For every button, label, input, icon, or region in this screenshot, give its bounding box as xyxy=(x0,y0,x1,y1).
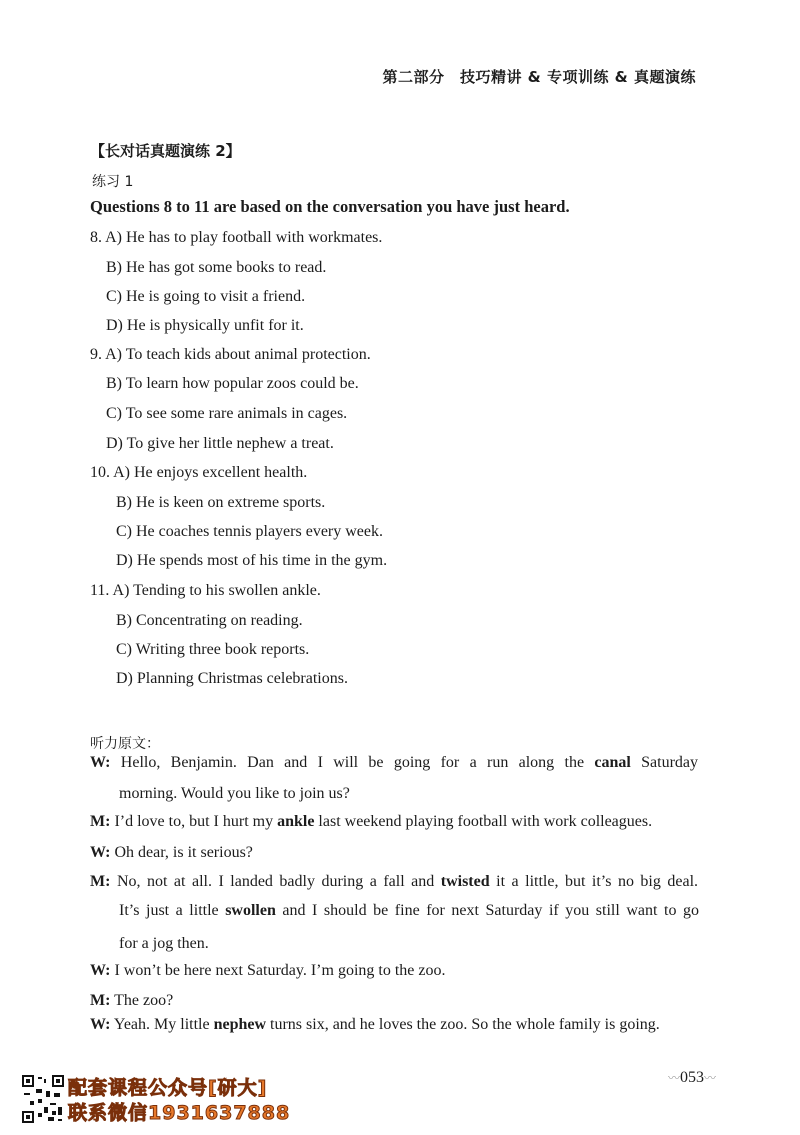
q10-option-a: 10. A) He enjoys excellent health. xyxy=(90,464,308,481)
swoosh-decoration: 〰 xyxy=(704,1071,717,1085)
keyword: canal xyxy=(594,754,631,771)
transcript-line: W: Oh dear, is it serious? xyxy=(90,844,253,861)
transcript-line: M: The zoo? xyxy=(90,992,174,1009)
transcript-line: morning. Would you like to join us? xyxy=(119,785,350,802)
q10-option-d: D) He spends most of his time in the gym. xyxy=(116,552,388,569)
q8-option-d: D) He is physically unfit for it. xyxy=(106,317,304,334)
footer-promo-line2: 联系微信1931637888 xyxy=(68,1102,291,1124)
speaker-label: W: xyxy=(90,754,111,771)
q8-option-a: 8. A) He has to play football with workmates. xyxy=(90,229,383,246)
speaker-label: M: xyxy=(90,813,111,830)
transcript-line: M: I’d love to, but I hurt my ankle last weekend playing football with work colleagues. xyxy=(90,813,653,830)
keyword: swollen xyxy=(225,902,276,919)
q10-option-b: B) He is keen on extreme sports. xyxy=(116,494,326,511)
page-header: 第二部分 技巧精讲 & 专项训练 & 真题演练 xyxy=(382,68,696,86)
section-title: 【长对话真题演练 2】 xyxy=(90,142,241,160)
footer-watermark xyxy=(22,1075,312,1125)
q9-option-c: C) To see some rare animals in cages. xyxy=(106,405,348,422)
q8-option-c: C) He is going to visit a friend. xyxy=(106,288,306,305)
keyword: twisted xyxy=(440,873,490,890)
transcript-line: It’s just a little swollen and I should be fine for next Saturday if you still want to go xyxy=(119,902,699,919)
q9-option-a: 9. A) To teach kids about animal protection. xyxy=(90,346,371,363)
speaker-label: W: xyxy=(90,962,111,979)
speaker-label: M: xyxy=(90,873,111,890)
keyword: ankle xyxy=(277,813,315,830)
exercise-label: 练习 1 xyxy=(92,174,134,190)
transcript-label: 听力原文： xyxy=(90,736,160,752)
speaker-label: W: xyxy=(90,844,111,861)
transcript-line: W: Yeah. My little nephew turns six, and he loves the zoo. So the whole family is going. xyxy=(90,1016,660,1033)
q10-option-c: C) He coaches tennis players every week. xyxy=(116,523,383,540)
transcript-line: W: Hello, Benjamin. Dan and I will be going for a run along the canal Saturday xyxy=(90,754,699,771)
transcript-line: for a jog then. xyxy=(119,935,209,952)
speaker-label: W: xyxy=(90,1016,111,1033)
q11-option-c: C) Writing three book reports. xyxy=(116,641,310,658)
speaker-label: M: xyxy=(90,992,111,1009)
page-number: 〰053〰 xyxy=(668,1069,717,1086)
keyword: nephew xyxy=(213,1016,267,1033)
swoosh-decoration: 〰 xyxy=(668,1071,681,1085)
q8-option-b: B) He has got some books to read. xyxy=(106,259,327,276)
transcript-line: M: No, not at all. I landed badly during a fall and twisted it a little, but it’s no big deal. xyxy=(90,873,699,890)
q11-option-d: D) Planning Christmas celebrations. xyxy=(116,670,348,687)
q9-option-b: B) To learn how popular zoos could be. xyxy=(106,375,359,392)
transcript-line: W: I won’t be here next Saturday. I’m going to the zoo. xyxy=(90,962,446,979)
q9-option-d: D) To give her little nephew a treat. xyxy=(106,435,334,452)
q11-option-a: 11. A) Tending to his swollen ankle. xyxy=(90,582,321,599)
instruction: Questions 8 to 11 are based on the conversation you have just heard. xyxy=(90,197,570,216)
q11-option-b: B) Concentrating on reading. xyxy=(116,612,303,629)
qr-code-icon xyxy=(22,1075,64,1123)
footer-promo-line1: 配套课程公众号[研大] xyxy=(68,1077,268,1099)
